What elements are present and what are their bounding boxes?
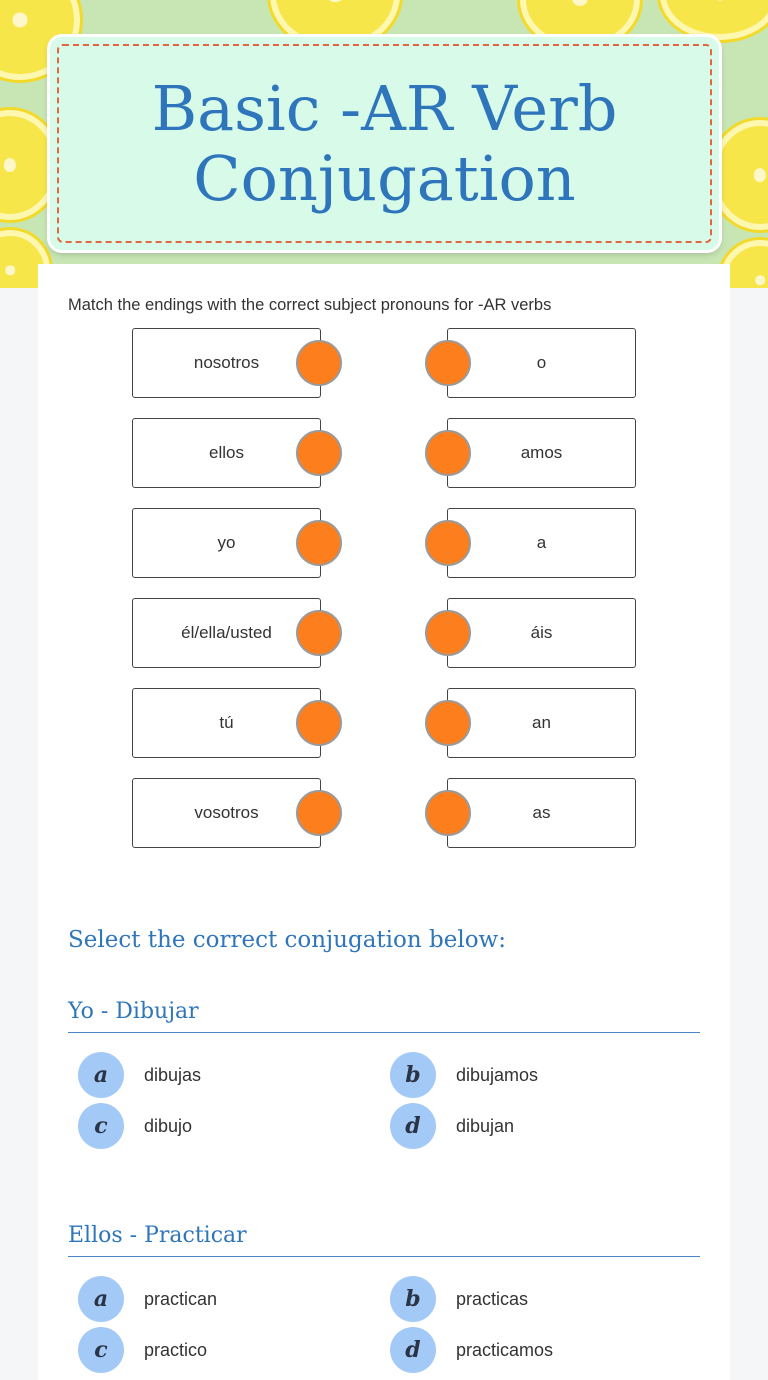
match-left-item[interactable]: vosotros — [132, 778, 321, 848]
left-connector-dot[interactable] — [296, 610, 342, 656]
match-right-item[interactable]: a — [447, 508, 636, 578]
right-connector-dot[interactable] — [425, 520, 471, 566]
question-title: Yo - Dibujar — [68, 999, 700, 1033]
match-left-item[interactable]: ellos — [132, 418, 321, 488]
option-text: practicamos — [456, 1339, 554, 1360]
match-right-item[interactable]: áis — [447, 598, 636, 668]
title-card — [50, 37, 719, 250]
option-text: practico — [144, 1339, 208, 1360]
left-connector-dot[interactable] — [296, 520, 342, 566]
answer-option[interactable] — [390, 1103, 514, 1149]
match-right-item[interactable]: an — [447, 688, 636, 758]
option-letter-badge: c — [78, 1103, 124, 1149]
option-text: dibujo — [144, 1115, 193, 1136]
option-letter-badge: b — [390, 1276, 436, 1322]
option-text: dibujamos — [456, 1064, 539, 1085]
left-connector-dot[interactable] — [296, 340, 342, 386]
answer-option[interactable] — [390, 1276, 528, 1322]
match-left-item[interactable]: yo — [132, 508, 321, 578]
right-connector-dot[interactable] — [425, 340, 471, 386]
right-connector-dot[interactable] — [425, 430, 471, 476]
left-connector-dot[interactable] — [296, 700, 342, 746]
option-letter-badge: d — [390, 1327, 436, 1373]
match-left-item[interactable]: él/ella/usted — [132, 598, 321, 668]
option-text: practicas — [456, 1288, 529, 1309]
answer-option[interactable] — [390, 1052, 538, 1098]
page-title: Basic -AR Verb Conjugation — [151, 71, 618, 215]
right-connector-dot[interactable] — [425, 790, 471, 836]
answer-option[interactable] — [78, 1103, 192, 1149]
option-letter-badge: d — [390, 1103, 436, 1149]
header-banner — [0, 0, 768, 288]
option-letter-badge: c — [78, 1327, 124, 1373]
option-text: dibujas — [144, 1064, 202, 1085]
option-text: practican — [144, 1288, 218, 1309]
answer-option[interactable] — [78, 1327, 207, 1373]
match-right-item[interactable]: amos — [447, 418, 636, 488]
lemon-decoration — [660, 0, 768, 40]
left-connector-dot[interactable] — [296, 790, 342, 836]
right-connector-dot[interactable] — [425, 700, 471, 746]
option-letter-badge: b — [390, 1052, 436, 1098]
question-title: Ellos - Practicar — [68, 1223, 700, 1257]
match-right-item[interactable]: o — [447, 328, 636, 398]
answer-option[interactable] — [78, 1276, 217, 1322]
answer-option[interactable] — [390, 1327, 553, 1373]
answer-option[interactable] — [78, 1052, 201, 1098]
match-left-item[interactable]: tú — [132, 688, 321, 758]
option-letter-badge: a — [78, 1052, 124, 1098]
option-letter-badge: a — [78, 1276, 124, 1322]
right-connector-dot[interactable] — [425, 610, 471, 656]
worksheet — [38, 264, 730, 1380]
option-text: dibujan — [456, 1115, 515, 1136]
select-section-heading: Select the correct conjugation below: — [68, 927, 506, 953]
match-right-item[interactable]: as — [447, 778, 636, 848]
matching-instructions: Match the endings with the correct subject pronouns for -AR verbs — [68, 296, 552, 314]
left-connector-dot[interactable] — [296, 430, 342, 476]
match-left-item[interactable]: nosotros — [132, 328, 321, 398]
